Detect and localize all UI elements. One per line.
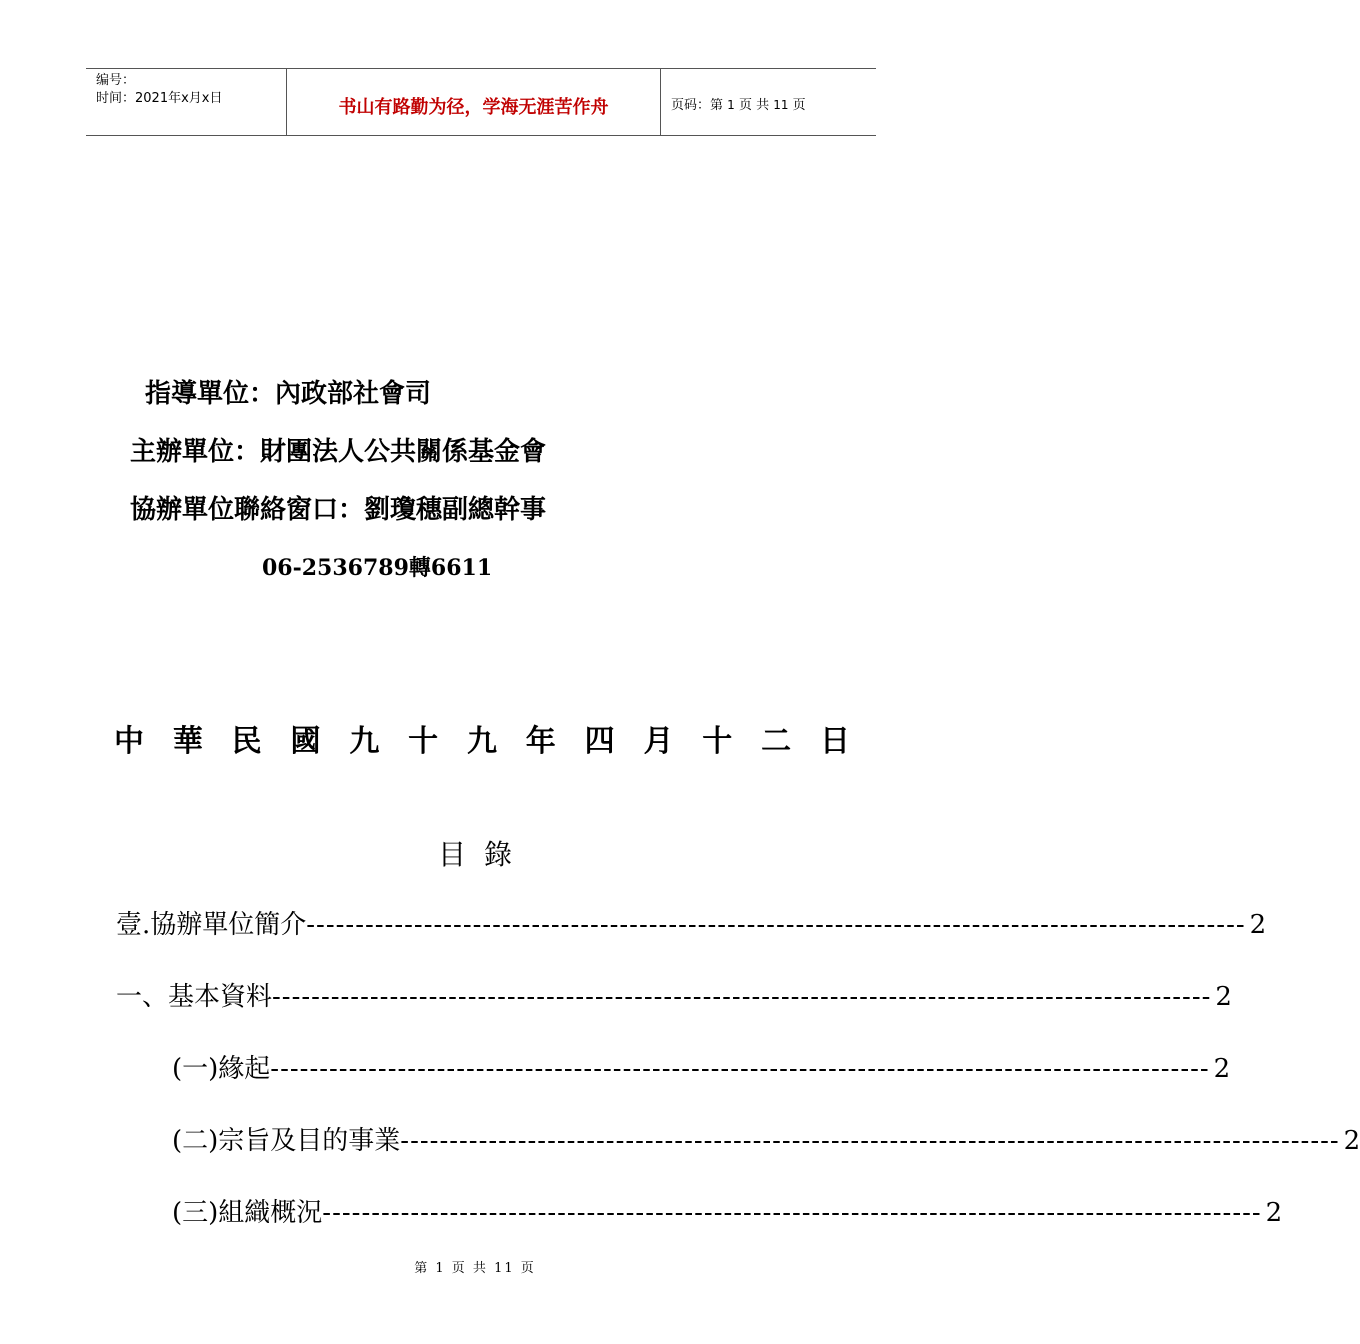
roc-date <box>114 716 850 760</box>
toc-entry-page: 2 <box>1215 982 1232 1012</box>
roc-date-char: 二 <box>761 724 792 759</box>
toc-entry-leader: ------------------------------------------------------------------------------------------------ <box>270 1054 1210 1084</box>
roc-date-char: 中 <box>114 724 144 759</box>
toc-entry-leader: ------------------------------------------------------------------------------------------------ <box>272 982 1212 1012</box>
header-page-total: 11 <box>773 98 789 112</box>
roc-date-char: 民 <box>231 724 262 759</box>
toc-entry-label: 壹.協辦單位簡介 <box>116 910 307 940</box>
toc-entry-label: (一)緣起 <box>172 1054 271 1084</box>
toc-entry-label: (二)宗旨及目的事業 <box>172 1126 401 1156</box>
contact-line: 協辦單位聯絡窗口：劉瓊穗副總幹事 <box>130 495 547 525</box>
toc-entry-page: 2 <box>1265 1198 1283 1228</box>
header-page-mid: 页 共 <box>738 98 770 113</box>
roc-date-char: 十 <box>408 724 439 759</box>
toc-entry-label: 一、基本資料 <box>116 982 273 1012</box>
footer-page-mid: 页 共 <box>451 1261 488 1276</box>
header-page-current: 1 <box>727 98 735 112</box>
toc-entry[interactable] <box>172 1120 1360 1156</box>
roc-date-char: 四 <box>584 724 615 759</box>
header-page-cell <box>661 69 876 135</box>
toc-entry[interactable] <box>172 1192 1283 1228</box>
header-motto: 书山有路勤为径，学海无涯苦作舟 <box>338 97 609 118</box>
roc-date-char: 九 <box>466 724 497 759</box>
footer-page-current: 1 <box>435 1261 446 1276</box>
toc-entry-leader: ------------------------------------------------------------------------------------------------ <box>306 910 1246 940</box>
toc-entry-leader: ------------------------------------------------------------------------------------------------ <box>400 1126 1340 1156</box>
document-number-label: 编号： <box>96 73 136 88</box>
header-page-prefix: 页码：第 <box>671 98 724 113</box>
page-header <box>86 68 876 136</box>
roc-date-char: 華 <box>172 724 203 759</box>
host-unit-line: 主辦單位：財團法人公共關係基金會 <box>130 437 547 467</box>
roc-date-char: 十 <box>702 724 733 759</box>
toc-title: 目錄 <box>437 838 530 871</box>
roc-date-char: 九 <box>349 724 380 759</box>
toc-entry[interactable] <box>116 976 1232 1012</box>
roc-date-char: 年 <box>525 724 556 759</box>
footer-page-prefix: 第 <box>414 1261 430 1276</box>
footer-page-suffix: 页 <box>520 1261 536 1276</box>
toc-entry-page: 2 <box>1213 1054 1231 1084</box>
toc-entry-leader: ------------------------------------------------------------------------------------------------ <box>322 1198 1262 1228</box>
contact-phone: 06-2536789轉6611 <box>262 555 493 581</box>
footer-page-total: 11 <box>494 1261 515 1276</box>
header-page-suffix: 页 <box>792 98 806 113</box>
toc-entry[interactable] <box>172 1048 1231 1084</box>
roc-date-char: 日 <box>819 724 850 759</box>
toc-entry-label: (三)組織概況 <box>172 1198 323 1228</box>
roc-date-char: 月 <box>643 724 674 759</box>
header-meta-cell <box>86 69 287 135</box>
document-time-label: 时间：2021年x月x日 <box>96 91 223 106</box>
roc-date-char: 國 <box>290 724 321 759</box>
page-footer <box>0 1257 950 1276</box>
toc-entry-page: 2 <box>1249 910 1267 940</box>
toc-entry-page: 2 <box>1343 1126 1360 1156</box>
guide-unit-line: 指導單位：內政部社會司 <box>145 379 432 409</box>
toc-entry[interactable] <box>116 904 1267 940</box>
header-motto-cell <box>287 69 661 135</box>
